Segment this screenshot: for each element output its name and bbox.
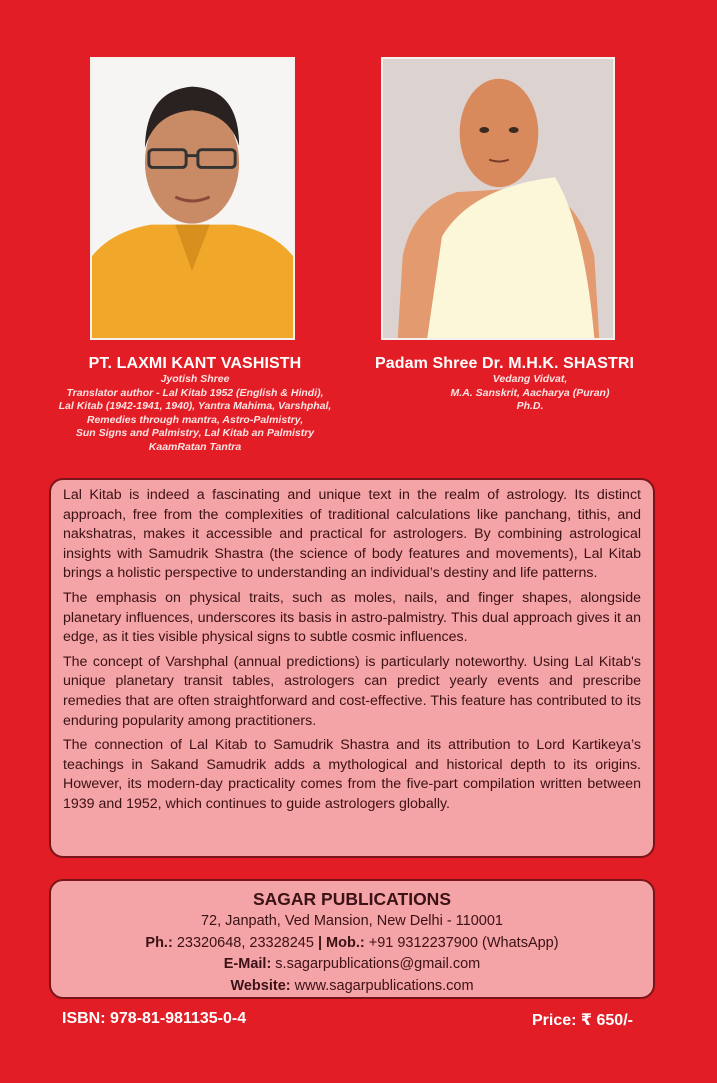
separator: | — [317, 934, 323, 951]
phone-numbers: 23320648, 23328245 — [172, 934, 318, 951]
phone-label: Ph.: — [145, 934, 173, 951]
portrait-image — [383, 59, 613, 338]
author-credential: Remedies through mantra, Astro-Palmistry, — [86, 413, 304, 426]
author-caption-1 — [30, 355, 360, 454]
author-credential: KaamRatan Tantra — [148, 440, 242, 453]
author-photo-laxmi-kant-vashisth — [90, 57, 295, 340]
website-label: Website: — [230, 977, 291, 994]
author-photo-mhk-shastri — [381, 57, 615, 340]
description-paragraph: The connection of Lal Kitab to Samudrik Shastra and its attribution to Lord Kartikeya’s teachings in Sakand Samudrik adds a mythological and historical depth to its origins. However, its modern-day practicality comes from the five-part compilation written between 1939 and 1952, which continues to guide astrologers globally. — [63, 737, 641, 812]
publisher-panel — [49, 879, 655, 999]
email-label: E-Mail: — [223, 956, 272, 972]
isbn-number: ISBN: 978-81-981135-0-4 — [62, 1010, 247, 1027]
publisher-website-line — [51, 976, 653, 998]
publisher-address: 72, Janpath, Ved Mansion, New Delhi - 110001 — [200, 913, 503, 929]
portrait-image — [92, 59, 293, 338]
book-description-panel — [49, 478, 655, 858]
mobile-label: Mob.: — [322, 934, 365, 951]
author-credential: Ph.D. — [516, 400, 544, 412]
author-credential: Vedang Vidvat, — [492, 373, 568, 385]
author-name: Padam Shree Dr. M.H.K. SHASTRI — [375, 355, 635, 372]
publisher-email-line — [51, 954, 653, 976]
book-price: Price: ₹ 650/- — [532, 1012, 633, 1029]
mobile-number: +91 9312237900 (WhatsApp) — [364, 934, 559, 951]
author-credential: Translator author - Lal Kitab 1952 (English & Hindi), — [66, 386, 324, 399]
description-paragraph: The emphasis on physical traits, such as moles, nails, and finger shapes, alongside planetary influences, underscores its basis in astro-palmistry. This dual approach gives it an edge, as it ties visible physical signs to subtle cosmic influences. — [63, 589, 641, 646]
publisher-phone-line — [51, 933, 653, 955]
website-link[interactable]: www.sagarpublications.com — [290, 977, 474, 994]
author-name: PT. LAXMI KANT VASHISTH — [88, 355, 302, 372]
email-address[interactable]: s.sagarpublications@gmail.com — [271, 956, 481, 972]
description-paragraph: The concept of Varshphal (annual predictions) is particularly noteworthy. Using Lal Kitab's unique planetary transit tables, astrologers can predict yearly events and prescribe remedies that are often straightforward and cost-effective. This feature has contributed to its enduring popularity among practitioners. — [63, 653, 641, 729]
description-paragraph: Lal Kitab is indeed a fascinating and unique text in the realm of astrology. Its distinct approach, free from the complexities of traditional calculations like panchang, tithis, and nakshatras, makes it accessible and practical for astrologers. By combining astrological insights with Samudrik Shastra (the science of body features and movements), Lal Kitab brings a holistic perspective to understanding an individual’s destiny and life patterns. — [63, 487, 641, 582]
publisher-name: SAGAR PUBLICATIONS — [252, 889, 451, 909]
author-credential: M.A. Sanskrit, Aacharya (Puran) — [450, 386, 610, 399]
author-caption-2 — [365, 355, 695, 414]
author-credential: Lal Kitab (1942-1941, 1940), Yantra Mahima, Varshphal, — [58, 400, 332, 412]
author-credential: Sun Signs and Palmistry, Lal Kitab an Palmistry — [75, 427, 315, 439]
author-credential: Jyotish Shree — [160, 373, 230, 385]
